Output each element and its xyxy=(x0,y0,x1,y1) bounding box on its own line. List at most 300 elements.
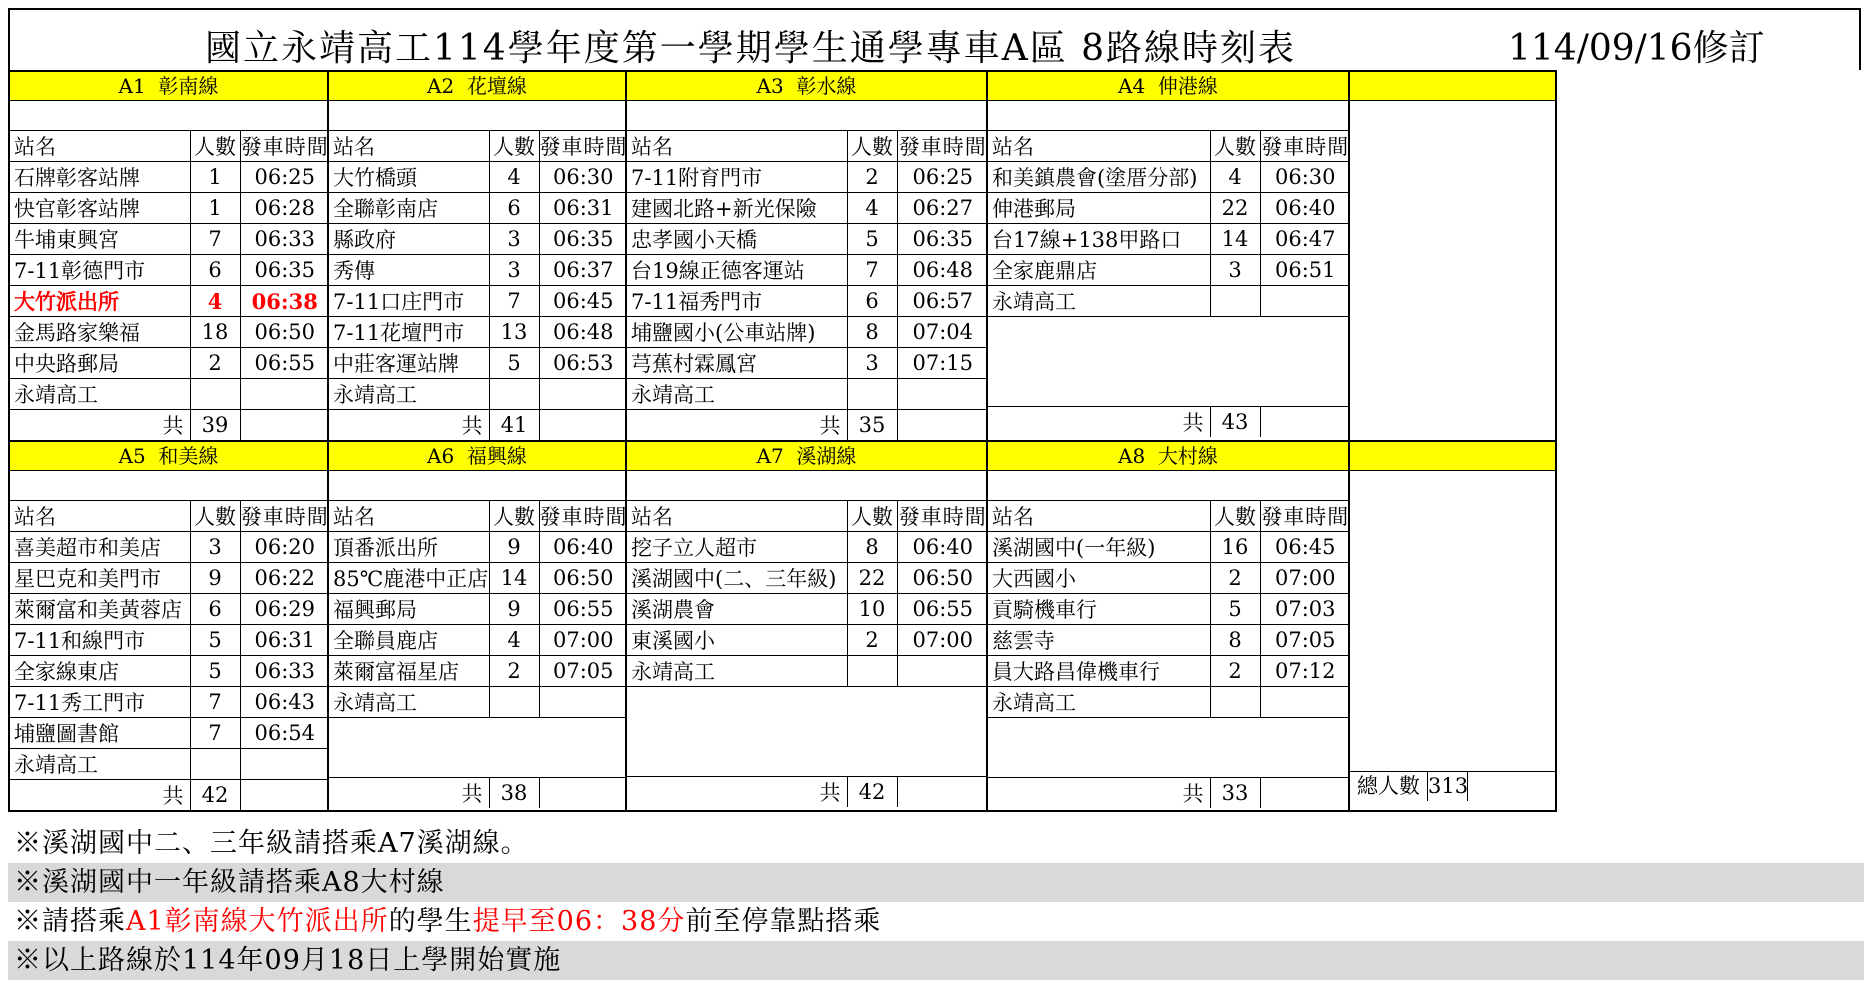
station-name: 全聯員鹿店 xyxy=(329,625,489,656)
station-name: 快官彰客站牌 xyxy=(10,193,190,224)
departure-time: 06:33 xyxy=(240,656,329,687)
column-header-row xyxy=(329,501,627,532)
empty-cell xyxy=(329,748,627,778)
departure-time: 06:38 xyxy=(240,286,329,317)
total-row xyxy=(988,407,1350,438)
departure-time: 06:54 xyxy=(240,718,329,749)
header-spacer xyxy=(10,101,327,131)
table-row xyxy=(627,193,988,224)
passenger-count: 8 xyxy=(847,532,897,563)
station-name: 縣政府 xyxy=(329,224,489,255)
departure-time: 07:15 xyxy=(897,348,988,379)
time-col-header: 發車時間 xyxy=(897,501,988,532)
header-spacer xyxy=(329,471,625,501)
passenger-count: 5 xyxy=(190,656,240,687)
spare-body xyxy=(1350,471,1555,771)
departure-time xyxy=(1260,286,1350,317)
passenger-count: 16 xyxy=(1210,532,1260,563)
station-name: 永靖高工 xyxy=(627,379,847,410)
passenger-count: 8 xyxy=(847,317,897,348)
station-name: 7-11附育門市 xyxy=(627,162,847,193)
station-name: 中央路郵局 xyxy=(10,348,190,379)
departure-time: 06:28 xyxy=(240,193,329,224)
passenger-count: 2 xyxy=(190,348,240,379)
table-row xyxy=(329,625,627,656)
table-row xyxy=(329,255,627,286)
route-table xyxy=(10,131,329,440)
station-name: 福興郵局 xyxy=(329,594,489,625)
passenger-count: 2 xyxy=(1210,563,1260,594)
departure-time: 06:30 xyxy=(1260,162,1350,193)
route-total: 43 xyxy=(1210,407,1260,438)
count-col-header: 人數 xyxy=(489,501,539,532)
grand-total-label: 總人數 xyxy=(1350,772,1428,801)
departure-time: 06:25 xyxy=(240,162,329,193)
passenger-count: 5 xyxy=(489,348,539,379)
station-name: 7-11口庄門市 xyxy=(329,286,489,317)
empty-cell xyxy=(988,748,1350,778)
table-row xyxy=(988,625,1350,656)
column-header-row xyxy=(10,131,329,162)
station-name: 全聯彰南店 xyxy=(329,193,489,224)
table-row xyxy=(10,594,329,625)
passenger-count: 3 xyxy=(1210,255,1260,286)
column-header-row xyxy=(988,131,1350,162)
passenger-count: 6 xyxy=(190,255,240,286)
station-name: 永靖高工 xyxy=(329,379,489,410)
spare-column xyxy=(1348,70,1557,440)
station-name: 東溪國小 xyxy=(627,625,847,656)
station-name: 貢騎機車行 xyxy=(988,594,1210,625)
count-col-header: 人數 xyxy=(190,131,240,162)
departure-time xyxy=(897,379,988,410)
route-8 xyxy=(986,440,1348,812)
table-row xyxy=(329,656,627,687)
table-row xyxy=(329,379,627,410)
departure-time: 06:55 xyxy=(240,348,329,379)
route-total: 41 xyxy=(489,410,539,441)
grand-total-row xyxy=(1350,771,1555,801)
passenger-count xyxy=(489,379,539,410)
time-col-header: 發車時間 xyxy=(897,131,988,162)
note-early-departure xyxy=(8,902,1864,941)
route-table xyxy=(627,131,988,440)
departure-time: 06:48 xyxy=(897,255,988,286)
departure-time: 06:47 xyxy=(1260,224,1350,255)
count-col-header: 人數 xyxy=(489,131,539,162)
empty-cell xyxy=(988,718,1350,748)
station-name: 永靖高工 xyxy=(988,286,1210,317)
station-col-header: 站名 xyxy=(988,501,1210,532)
column-header-row xyxy=(10,501,329,532)
departure-time: 06:35 xyxy=(539,224,627,255)
route-header: A4 伸港線 xyxy=(988,70,1348,101)
departure-time: 06:40 xyxy=(897,532,988,563)
total-label: 共 xyxy=(10,410,190,441)
total-blank xyxy=(240,410,329,441)
departure-time: 07:05 xyxy=(539,656,627,687)
departure-time: 06:55 xyxy=(539,594,627,625)
table-row xyxy=(10,718,329,749)
total-row xyxy=(627,410,988,441)
route-table xyxy=(988,501,1350,808)
departure-time: 06:33 xyxy=(240,224,329,255)
station-col-header: 站名 xyxy=(329,131,489,162)
note-text: ※溪湖國中一年級請搭乘A8大村線 xyxy=(14,867,445,898)
table-row xyxy=(627,317,988,348)
table-row xyxy=(627,687,988,717)
departure-time: 06:45 xyxy=(1260,532,1350,563)
route-total: 33 xyxy=(1210,778,1260,809)
grand-total-value: 313 xyxy=(1428,772,1468,801)
departure-time: 07:00 xyxy=(539,625,627,656)
station-name: 員大路昌偉機車行 xyxy=(988,656,1210,687)
note-text: ※以上路線於114年09月18日上學開始實施 xyxy=(14,945,562,976)
table-row xyxy=(10,224,329,255)
table-row xyxy=(329,594,627,625)
passenger-count: 2 xyxy=(847,625,897,656)
total-blank xyxy=(539,410,627,441)
table-row xyxy=(329,224,627,255)
passenger-count xyxy=(190,379,240,410)
table-row xyxy=(329,718,627,748)
route-6 xyxy=(327,440,625,812)
passenger-count: 4 xyxy=(847,193,897,224)
total-row xyxy=(329,778,627,809)
note-effective-date xyxy=(8,941,1864,980)
table-row xyxy=(627,286,988,317)
departure-time: 06:29 xyxy=(240,594,329,625)
column-header-row xyxy=(627,131,988,162)
passenger-count xyxy=(1210,687,1260,718)
station-name: 永靖高工 xyxy=(329,687,489,718)
table-row xyxy=(988,255,1350,286)
routes-block-top xyxy=(8,70,1863,440)
passenger-count: 7 xyxy=(190,687,240,718)
empty-cell xyxy=(988,377,1350,407)
time-col-header: 發車時間 xyxy=(1260,131,1350,162)
departure-time: 06:43 xyxy=(240,687,329,718)
station-name: 7-11福秀門市 xyxy=(627,286,847,317)
route-header: A7 溪湖線 xyxy=(627,440,986,471)
route-header: A3 彰水線 xyxy=(627,70,986,101)
total-row xyxy=(627,777,988,808)
revision-date: 114/09/16修訂 xyxy=(1508,28,1765,69)
passenger-count: 4 xyxy=(489,162,539,193)
table-row xyxy=(10,317,329,348)
station-name: 大西國小 xyxy=(988,563,1210,594)
departure-time xyxy=(539,687,627,718)
table-row xyxy=(329,563,627,594)
table-row xyxy=(988,224,1350,255)
total-blank xyxy=(539,778,627,809)
column-header-row xyxy=(627,501,988,532)
departure-time: 06:40 xyxy=(1260,193,1350,224)
spare-header xyxy=(1350,440,1555,471)
station-col-header: 站名 xyxy=(627,501,847,532)
table-row xyxy=(627,224,988,255)
station-name: 忠孝國小天橋 xyxy=(627,224,847,255)
departure-time xyxy=(1260,687,1350,718)
table-row xyxy=(988,377,1350,407)
table-row xyxy=(627,563,988,594)
grand-total-row xyxy=(1350,401,1555,431)
table-row xyxy=(627,594,988,625)
departure-time: 06:30 xyxy=(539,162,627,193)
passenger-count xyxy=(1210,286,1260,317)
passenger-count: 8 xyxy=(1210,625,1260,656)
station-col-header: 站名 xyxy=(329,501,489,532)
empty-cell xyxy=(988,347,1350,377)
passenger-count: 22 xyxy=(847,563,897,594)
note-time-highlight: 提早至06：38分 xyxy=(472,906,686,937)
notes-section xyxy=(8,824,1864,980)
route-table xyxy=(10,501,329,810)
route-7 xyxy=(625,440,986,812)
route-3 xyxy=(625,70,986,440)
note-text: ※溪湖國中二、三年級請搭乘A7溪湖線。 xyxy=(14,828,529,859)
table-row xyxy=(988,563,1350,594)
route-total: 35 xyxy=(847,410,897,441)
table-row xyxy=(10,193,329,224)
routes-block-bottom xyxy=(8,440,1863,812)
table-row xyxy=(988,162,1350,193)
departure-time: 06:25 xyxy=(897,162,988,193)
passenger-count: 14 xyxy=(489,563,539,594)
table-row xyxy=(10,255,329,286)
station-name: 溪湖國中(一年級) xyxy=(988,532,1210,563)
passenger-count: 4 xyxy=(489,625,539,656)
route-header: A5 和美線 xyxy=(10,440,327,471)
table-row xyxy=(329,286,627,317)
table-row xyxy=(329,193,627,224)
table-row xyxy=(627,162,988,193)
passenger-count: 5 xyxy=(847,224,897,255)
departure-time xyxy=(240,379,329,410)
route-table xyxy=(627,501,988,807)
departure-time: 06:50 xyxy=(240,317,329,348)
route-table xyxy=(329,131,627,440)
time-col-header: 發車時間 xyxy=(539,131,627,162)
total-label: 共 xyxy=(10,780,190,811)
route-total: 42 xyxy=(847,777,897,808)
departure-time: 06:48 xyxy=(539,317,627,348)
table-row xyxy=(988,347,1350,377)
spare-body xyxy=(1350,101,1555,401)
route-header: A6 福興線 xyxy=(329,440,625,471)
passenger-count: 6 xyxy=(489,193,539,224)
station-name: 大竹橋頭 xyxy=(329,162,489,193)
station-name: 星巴克和美門市 xyxy=(10,563,190,594)
station-name: 頂番派出所 xyxy=(329,532,489,563)
departure-time: 06:22 xyxy=(240,563,329,594)
route-4 xyxy=(986,70,1348,440)
table-row xyxy=(329,532,627,563)
station-name: 永靖高工 xyxy=(988,687,1210,718)
passenger-count: 3 xyxy=(489,224,539,255)
passenger-count xyxy=(847,379,897,410)
table-row xyxy=(10,625,329,656)
departure-time: 06:37 xyxy=(539,255,627,286)
passenger-count: 6 xyxy=(190,594,240,625)
departure-time: 07:05 xyxy=(1260,625,1350,656)
count-col-header: 人數 xyxy=(190,501,240,532)
station-name: 石牌彰客站牌 xyxy=(10,162,190,193)
passenger-count: 7 xyxy=(489,286,539,317)
table-row xyxy=(10,162,329,193)
table-row xyxy=(988,687,1350,718)
passenger-count: 2 xyxy=(847,162,897,193)
passenger-count: 13 xyxy=(489,317,539,348)
table-row xyxy=(627,656,988,687)
station-name: 萊爾富福星店 xyxy=(329,656,489,687)
departure-time: 06:45 xyxy=(539,286,627,317)
table-row xyxy=(988,317,1350,347)
departure-time xyxy=(240,749,329,780)
route-2 xyxy=(327,70,625,440)
table-row xyxy=(329,687,627,718)
total-label: 共 xyxy=(329,410,489,441)
note-a8 xyxy=(8,863,1864,902)
departure-time: 06:20 xyxy=(240,532,329,563)
title-bar xyxy=(8,8,1861,70)
departure-time: 06:50 xyxy=(539,563,627,594)
departure-time: 07:00 xyxy=(897,625,988,656)
note-route-highlight: A1彰南線大竹派出所 xyxy=(126,906,389,937)
route-header: A1 彰南線 xyxy=(10,70,327,101)
route-table xyxy=(329,501,627,808)
header-spacer xyxy=(627,471,986,501)
passenger-count: 2 xyxy=(1210,656,1260,687)
route-total: 39 xyxy=(190,410,240,441)
departure-time: 06:40 xyxy=(539,532,627,563)
table-row xyxy=(627,255,988,286)
station-name: 大竹派出所 xyxy=(10,286,190,317)
passenger-count: 6 xyxy=(847,286,897,317)
passenger-count: 3 xyxy=(190,532,240,563)
spare-header xyxy=(1350,70,1555,101)
table-row xyxy=(10,286,329,317)
passenger-count: 1 xyxy=(190,162,240,193)
station-name: 金馬路家樂福 xyxy=(10,317,190,348)
passenger-count: 3 xyxy=(847,348,897,379)
empty-cell xyxy=(627,747,988,777)
time-col-header: 發車時間 xyxy=(240,131,329,162)
empty-cell xyxy=(988,317,1350,347)
station-name: 7-11彰德門市 xyxy=(10,255,190,286)
page-title: 國立永靖高工114學年度第一學期學生通學專車A區 8路線時刻表 xyxy=(205,28,1297,69)
station-name: 慈雲寺 xyxy=(988,625,1210,656)
spare-column xyxy=(1348,440,1557,812)
table-row xyxy=(988,656,1350,687)
table-row xyxy=(627,532,988,563)
station-name: 牛埔東興宮 xyxy=(10,224,190,255)
note-text: 前至停靠點搭乘 xyxy=(685,906,882,937)
station-name: 7-11秀工門市 xyxy=(10,687,190,718)
passenger-count: 1 xyxy=(190,193,240,224)
passenger-count xyxy=(489,687,539,718)
total-label: 共 xyxy=(988,407,1210,438)
table-row xyxy=(10,687,329,718)
table-row xyxy=(329,348,627,379)
table-row xyxy=(988,532,1350,563)
passenger-count: 22 xyxy=(1210,193,1260,224)
passenger-count: 9 xyxy=(190,563,240,594)
station-name: 永靖高工 xyxy=(10,379,190,410)
station-name: 埔鹽國小(公車站牌) xyxy=(627,317,847,348)
route-table xyxy=(988,131,1350,437)
passenger-count: 2 xyxy=(489,656,539,687)
total-label: 共 xyxy=(329,778,489,809)
empty-cell xyxy=(329,718,627,748)
station-name: 建國北路+新光保險 xyxy=(627,193,847,224)
header-spacer xyxy=(10,471,327,501)
route-5 xyxy=(8,440,327,812)
table-row xyxy=(627,747,988,777)
note-text: ※請搭乘 xyxy=(14,906,126,937)
station-name: 全家鹿鼎店 xyxy=(988,255,1210,286)
departure-time: 07:12 xyxy=(1260,656,1350,687)
table-row xyxy=(988,193,1350,224)
departure-time xyxy=(539,379,627,410)
route-header: A2 花壇線 xyxy=(329,70,625,101)
count-col-header: 人數 xyxy=(847,501,897,532)
station-name: 溪湖農會 xyxy=(627,594,847,625)
station-name: 7-11花壇門市 xyxy=(329,317,489,348)
table-row xyxy=(10,532,329,563)
time-col-header: 發車時間 xyxy=(240,501,329,532)
station-name: 伸港郵局 xyxy=(988,193,1210,224)
table-row xyxy=(10,348,329,379)
station-col-header: 站名 xyxy=(10,501,190,532)
time-col-header: 發車時間 xyxy=(1260,501,1350,532)
total-label: 共 xyxy=(988,778,1210,809)
departure-time: 06:55 xyxy=(897,594,988,625)
passenger-count: 5 xyxy=(1210,594,1260,625)
total-label: 共 xyxy=(627,777,847,808)
passenger-count xyxy=(190,749,240,780)
route-total: 38 xyxy=(489,778,539,809)
passenger-count: 7 xyxy=(847,255,897,286)
station-name: 溪湖國中(二、三年級) xyxy=(627,563,847,594)
count-col-header: 人數 xyxy=(1210,501,1260,532)
passenger-count: 7 xyxy=(190,718,240,749)
station-col-header: 站名 xyxy=(988,131,1210,162)
station-name: 芎蕉村霖鳳宮 xyxy=(627,348,847,379)
total-blank xyxy=(1260,778,1350,809)
passenger-count: 9 xyxy=(489,594,539,625)
column-header-row xyxy=(329,131,627,162)
passenger-count: 4 xyxy=(1210,162,1260,193)
departure-time: 06:31 xyxy=(539,193,627,224)
table-row xyxy=(329,162,627,193)
table-row xyxy=(627,348,988,379)
passenger-count xyxy=(847,656,897,687)
station-name: 台19線正德客運站 xyxy=(627,255,847,286)
total-blank xyxy=(897,777,988,808)
table-row xyxy=(10,563,329,594)
station-col-header: 站名 xyxy=(627,131,847,162)
total-label: 共 xyxy=(627,410,847,441)
table-row xyxy=(988,594,1350,625)
table-row xyxy=(627,717,988,747)
station-name: 秀傳 xyxy=(329,255,489,286)
table-row xyxy=(10,379,329,410)
table-row xyxy=(627,379,988,410)
total-row xyxy=(329,410,627,441)
table-row xyxy=(329,748,627,778)
empty-cell xyxy=(627,687,988,717)
